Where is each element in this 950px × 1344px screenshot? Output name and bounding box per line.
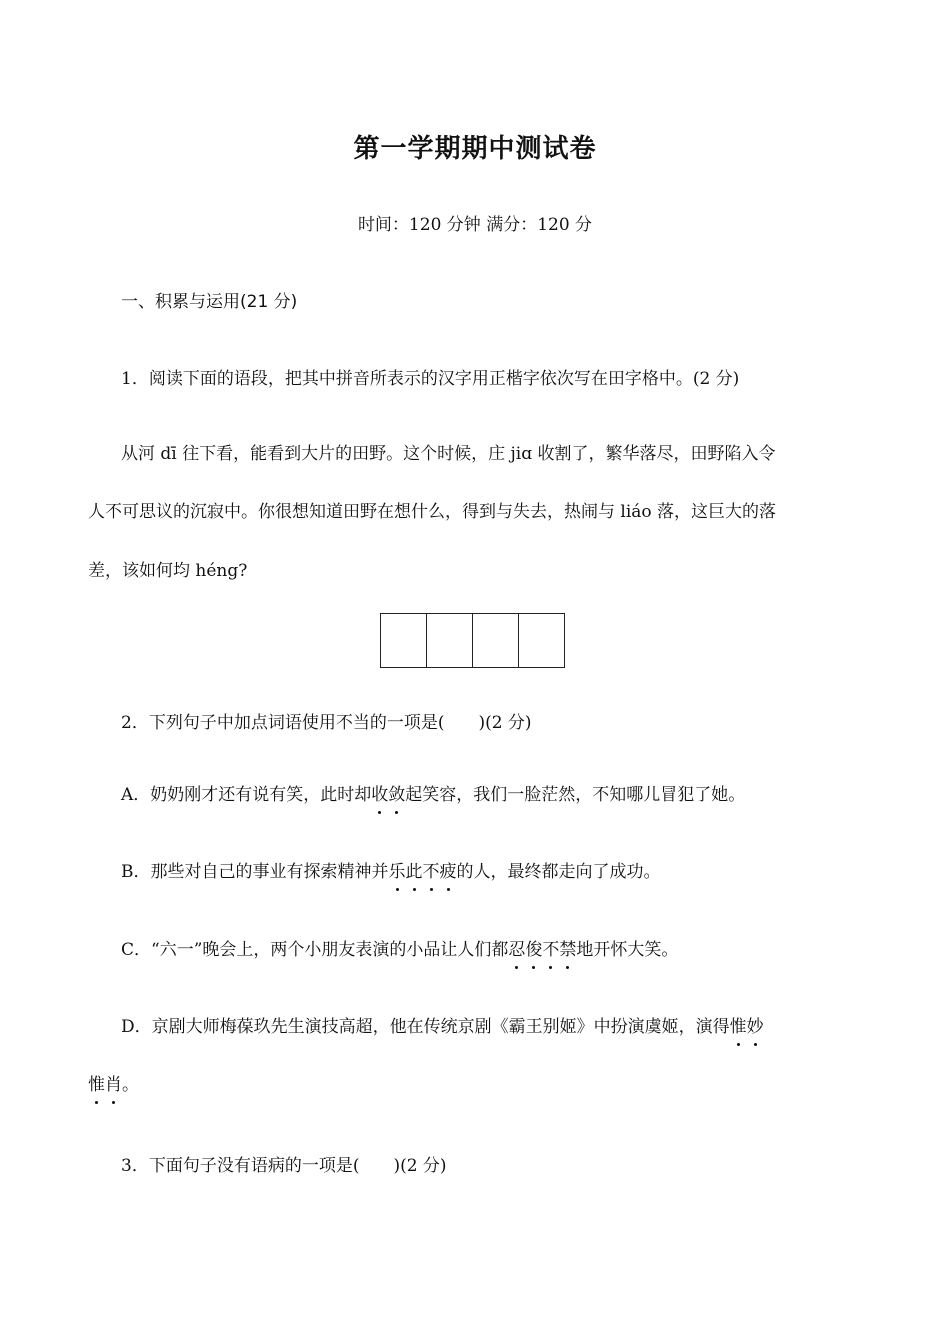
option-c-dotted-word: 忍俊不禁 (508, 940, 576, 960)
answer-cell-4[interactable] (519, 614, 564, 667)
option-a-dotted-word: 收敛 (371, 785, 405, 805)
option-a-text-before: A．奶奶刚才还有说有笑，此时却 (121, 785, 372, 805)
option-c-text-after: 地开怀大笑。 (576, 940, 679, 960)
question-1-stem: 1．阅读下面的语段，把其中拼音所表示的汉字用正楷字依次写在田字格中。(2 分) (121, 369, 740, 389)
question-2-option-c (121, 935, 678, 960)
question-2-option-d-line-1 (121, 1012, 764, 1037)
exam-time-score: 时间：120 分钟 满分：120 分 (357, 215, 593, 235)
option-d-dotted-word-part-2: 惟肖 (88, 1075, 122, 1095)
option-b-dotted-word: 乐此不疲 (389, 862, 457, 882)
question-2-option-b (121, 857, 661, 882)
option-c-text-before: C．“六一”晚会上，两个小朋友表演的小品让人们都 (121, 940, 509, 960)
exam-title: 第一学期期中测试卷 (353, 134, 597, 164)
question-1-passage-line-3: 差，该如何均 héng? (88, 561, 248, 581)
question-2-option-d-line-2 (88, 1070, 139, 1095)
option-d-dotted-word-part-1: 惟妙 (730, 1017, 764, 1037)
option-d-text-after: 。 (122, 1075, 139, 1095)
answer-cell-1[interactable] (381, 614, 427, 667)
section-heading-1: 一、积累与运用(21 分) (121, 292, 298, 312)
option-b-text-before: B．那些对自己的事业有探索精神并 (121, 862, 389, 882)
answer-cell-3[interactable] (473, 614, 519, 667)
tianzige-answer-grid[interactable] (380, 613, 565, 668)
question-2-stem: 2．下列句子中加点词语使用不当的一项是( )(2 分) (121, 713, 532, 733)
question-1-passage-line-2: 人不可思议的沉寂中。你很想知道田野在想什么，得到与失去，热闹与 liáo 落，这巨大的落 (88, 502, 777, 522)
option-d-text-before: D．京剧大师梅葆玖先生演技高超，他在传统京剧《霸王别姬》中扮演虞姬，演得 (121, 1017, 730, 1037)
question-3-stem: 3．下面句子没有语病的一项是( )(2 分) (121, 1156, 447, 1176)
option-a-text-after: 起笑容，我们一脸茫然，不知哪儿冒犯了她。 (405, 785, 746, 805)
question-2-option-a (121, 780, 745, 805)
option-b-text-after: 的人，最终都走向了成功。 (456, 862, 661, 882)
question-1-passage-line-1: 从河 dī 往下看，能看到大片的田野。这个时候，庄 jiɑ 收割了，繁华落尽，田野陷入令 (121, 444, 776, 464)
answer-cell-2[interactable] (427, 614, 473, 667)
